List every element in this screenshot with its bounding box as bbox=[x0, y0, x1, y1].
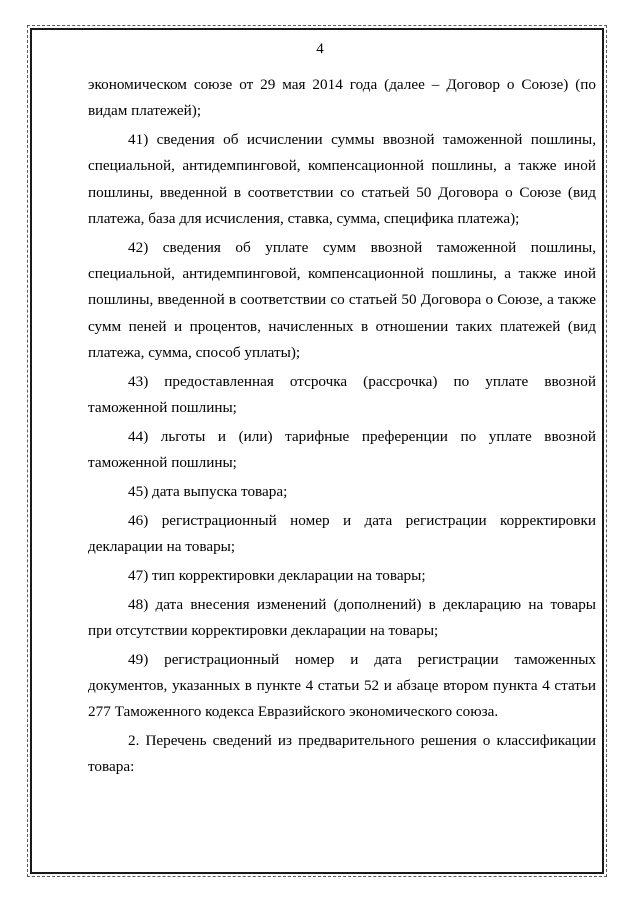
list-item-48: 48) дата внесения изменений (дополнений) в декларацию на товары при отсутствии корректировки декларации на товары; bbox=[88, 595, 596, 639]
paragraph-continued: экономическом союзе от 29 мая 2014 года (далее – Договор о Союзе) (по видам платежей); bbox=[88, 76, 596, 120]
list-item-47: 47) тип корректировки декларации на товары; bbox=[128, 566, 426, 584]
list-item-43: 43) предоставленная отсрочка (рассрочка) по уплате ввозной таможенной пошлины; bbox=[88, 372, 596, 417]
list-item-42: 42) сведения об уплате сумм ввозной таможенной пошлины, специальной, антидемпинговой, компенсационной пошлины, а также иной пошлины, введенной в соответствии со статьей 50 Договора о Союзе, а также сумм пеней и процентов, начисленных в отношении таких платежей (вид платежа, сумма, способ уплаты); bbox=[88, 238, 596, 361]
list-item-44: 44) льготы и (или) тарифные преференции по уплате ввозной таможенной пошлины; bbox=[88, 427, 596, 472]
list-item-46: 46) регистрационный номер и дата регистрации корректировки декларации на товары; bbox=[88, 511, 596, 556]
document-body bbox=[88, 72, 596, 781]
list-item-45: 45) дата выпуска товара; bbox=[128, 482, 288, 500]
page-number: 4 bbox=[316, 41, 324, 57]
list-item-41: 41) сведения об исчислении суммы ввозной таможенной пошлины, специальной, антидемпинговой, компенсационной пошлины, а также иной пошлины, введенной в соответствии со статьей 50 Договора о Союзе (вид платежа, база для исчисления, ставка, сумма, специфика платежа); bbox=[88, 131, 596, 227]
list-item-49: 49) регистрационный номер и дата регистрации таможенных документов, указанных в пункте 4 статьи 52 и абзаце втором пункта 4 статьи 277 Таможенного кодекса Евразийского экономического союза. bbox=[88, 650, 596, 721]
section-2-heading: 2. Перечень сведений из предварительного решения о классификации товара: bbox=[88, 732, 596, 776]
